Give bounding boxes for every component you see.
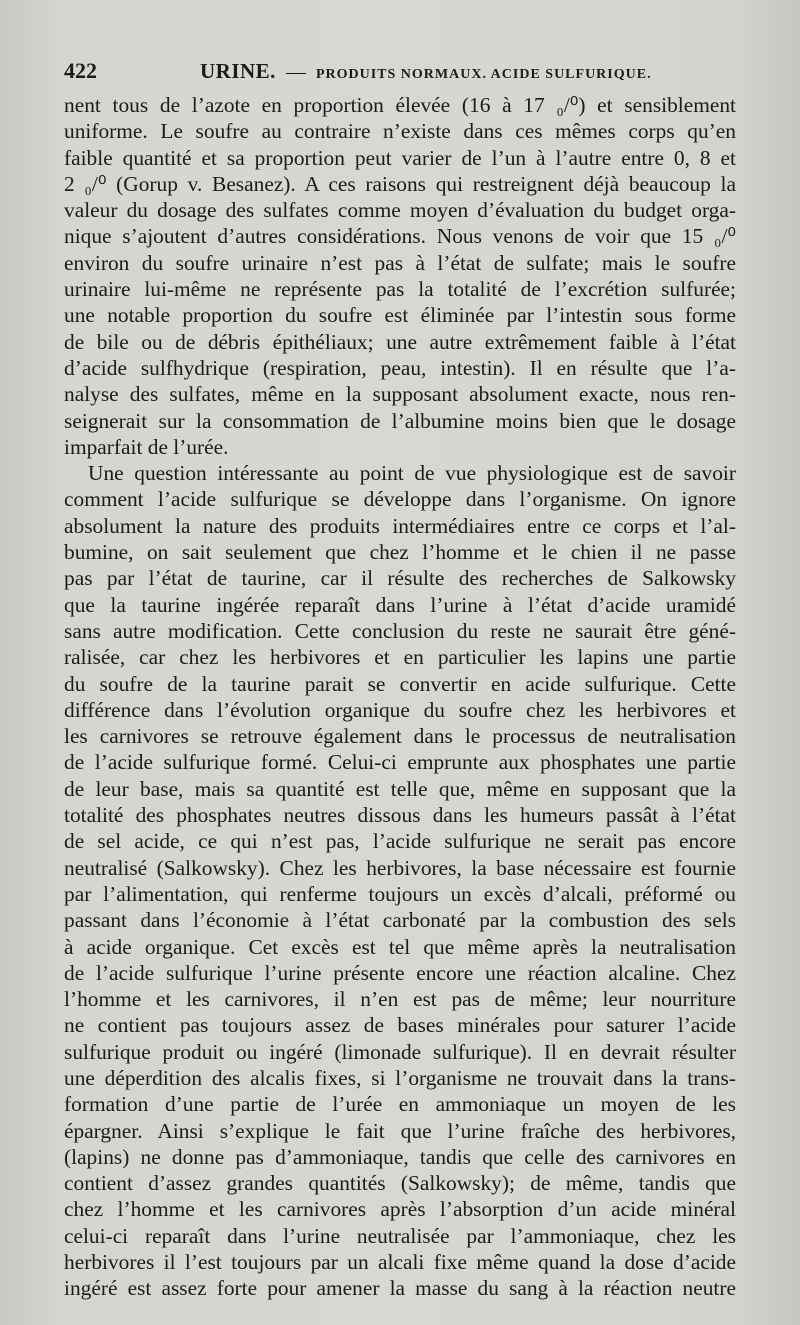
text-line: du soufre de la taurine parait se convertir en acide sulfurique. Cette [64, 671, 736, 696]
text-line: ralisée, car chez les herbivores et en particulier les lapins une partie [64, 645, 736, 670]
text-line: herbivores il l’est toujours par un alcali fixe même quand la dose d’acide [64, 1250, 736, 1275]
text-line: de l’acide sulfurique l’urine présente encore une réaction alcaline. Chez [64, 960, 736, 985]
body-text [64, 92, 736, 1302]
text-line: les carnivores se retrouve également dans le processus de neutralisation [64, 724, 736, 749]
text-line: d’acide sulfhydrique (respiration, peau, intestin). Il en résulte que l’a- [64, 355, 736, 380]
text-line: imparfait de l’urée. [64, 434, 229, 459]
text-line: neutralisé (Salkowsky). Chez les herbivores, la base nécessaire est fournie [64, 855, 736, 880]
text-line: nalyse des sulfates, même en la supposant absolument exacte, nous ren- [64, 382, 736, 407]
text-line: l’homme et les carnivores, il n’en est pas de même; leur nourriture [64, 987, 736, 1012]
text-line: seignerait sur la consommation de l’albumine moins bien que le dosage [64, 408, 736, 433]
text-line: Une question intéressante au point de vue physiologique est de savoir [88, 461, 736, 486]
page-number: 422 [64, 58, 97, 83]
running-subtitle: PRODUITS NORMAUX. ACIDE SULFURIQUE. [315, 67, 652, 82]
text-line: faible quantité et sa proportion peut varier de l’un à l’autre entre 0, 8 et [64, 145, 736, 170]
text-line: (lapins) ne donne pas d’ammoniaque, tandis que celle des carnivores en [64, 1144, 736, 1169]
text-line: nique s’ajoutent d’autres considérations. Nous venons de voir que 15 ₀/⁰ [64, 224, 736, 249]
text-line: de leur base, mais sa quantité est telle que, même en supposant que la [64, 776, 736, 801]
running-title: URINE. [200, 59, 276, 83]
text-line: ingéré est assez forte pour amener la masse du sang à la réaction neutre [64, 1276, 736, 1301]
text-line: que la taurine ingérée reparaît dans l’urine à l’état d’acide uramidé [64, 592, 736, 617]
text-line: par l’alimentation, qui renferme toujours un excès d’alcali, préformé ou [64, 881, 736, 906]
running-separator: — [285, 61, 306, 83]
text-line: chez l’homme et les carnivores après l’absorption d’un acide minéral [64, 1197, 736, 1222]
text-line: celui-ci reparaît dans l’urine neutralisée par l’ammoniaque, chez les [64, 1223, 736, 1248]
text-line: passant dans l’économie à l’état carbonaté par la combustion des sels [64, 908, 736, 933]
text-line: ne contient pas toujours assez de bases minérales pour saturer l’acide [64, 1013, 736, 1038]
text-line: de bile ou de débris épithéliaux; une autre extrêmement faible à l’état [64, 329, 736, 354]
text-line: de l’acide sulfurique formé. Celui-ci emprunte aux phosphates une partie [64, 750, 736, 775]
text-line: différence dans l’évolution organique du soufre chez les herbivores et [64, 697, 736, 722]
text-line: environ du soufre urinaire n’est pas à l’état de sulfate; mais le soufre [64, 250, 736, 275]
text-line: une notable proportion du soufre est éliminée par l’intestin sous forme [64, 303, 736, 328]
text-line: à acide organique. Cet excès est tel que même après la neutralisation [64, 934, 736, 959]
text-line: pas par l’état de taurine, car il résulte des recherches de Salkowsky [64, 566, 736, 591]
text-line: sulfurique produit ou ingéré (limonade sulfurique). Il en devrait résulter [64, 1039, 736, 1064]
text-line: de sel acide, ce qui n’est pas, l’acide sulfurique ne serait pas encore [64, 829, 736, 854]
text-line: absolument la nature des produits intermédiaires entre ce corps et l’al- [64, 513, 736, 538]
text-line: totalité des phosphates neutres dissous dans les humeurs passât à l’état [64, 803, 736, 828]
text-line: épargner. Ainsi s’explique le fait que l’urine fraîche des herbivores, [64, 1118, 736, 1143]
running-header [64, 58, 736, 88]
text-line: comment l’acide sulfurique se développe dans l’organisme. On ignore [64, 487, 736, 512]
text-line: valeur du dosage des sulfates comme moyen d’évaluation du budget orga- [64, 198, 736, 223]
text-line: nent tous de l’azote en proportion élevée (16 à 17 ₀/⁰) et sensiblement [64, 93, 736, 117]
text-line: contient d’assez grandes quantités (Salkowsky); de même, tandis que [64, 1171, 736, 1196]
text-line: une déperdition des alcalis fixes, si l’organisme ne trouvait dans la trans- [64, 1065, 736, 1090]
text-line: formation d’une partie de l’urée en ammoniaque un moyen de les [64, 1092, 736, 1117]
text-line: 2 ₀/⁰ (Gorup v. Besanez). A ces raisons qui restreignent déjà beaucoup la [64, 171, 736, 196]
text-line: bumine, on sait seulement que chez l’homme et le chien il ne passe [64, 540, 736, 565]
text-line: urinaire lui-même ne représente pas la totalité de l’excrétion sulfurée; [64, 277, 736, 302]
text-line: uniforme. Le soufre au contraire n’existe dans ces mêmes corps qu’en [64, 119, 736, 144]
text-line: sans autre modification. Cette conclusion du reste ne saurait être géné- [64, 618, 736, 643]
